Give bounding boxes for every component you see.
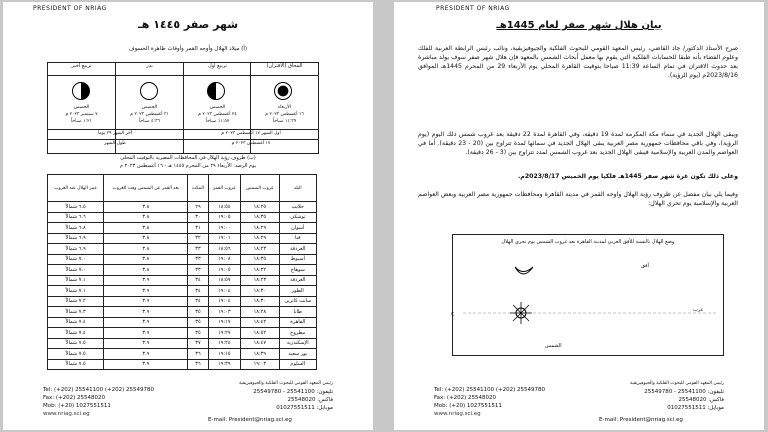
new-moon-icon xyxy=(274,82,292,100)
phase-header-new-moon: المحاق (الاقتران) xyxy=(251,63,318,76)
table-cell: ٣.٨ xyxy=(104,233,188,244)
footer-contact xyxy=(434,386,545,418)
phase-day: الأربعاء xyxy=(278,105,291,110)
col-header: غروب الشمس xyxy=(241,175,279,202)
footer-website[interactable]: www.nriag.sci.eg xyxy=(43,411,90,417)
table-cell: ٣.٩ xyxy=(104,338,188,349)
table-cell: ٣.٩ xyxy=(104,349,188,360)
table-cell: ٢٩ xyxy=(188,202,208,213)
footer-tel-ar: تليفون: 25541100 - 25549780 xyxy=(644,389,724,395)
footer-contact xyxy=(43,386,154,418)
table-cell: ٣٤ xyxy=(188,296,208,307)
col-header: عمر الهلال عند الغروب xyxy=(48,175,104,202)
phase-time: ١١:٥٧ صباحاً xyxy=(205,119,230,124)
table-cell: ٦.٨ شمالاً xyxy=(48,223,104,234)
letterhead-label: PRESIDENT OF NRIAG xyxy=(436,5,510,12)
table-cell: ٣٦ xyxy=(188,349,208,360)
table-cell: ٣٣ xyxy=(188,244,208,255)
table-cell: سانت كاترين xyxy=(279,296,316,307)
sun-label: الشمس xyxy=(545,343,562,349)
table-cell: ١٨:٣٢ xyxy=(241,265,279,276)
phase-header-first-quarter: تربيع أول xyxy=(184,63,251,76)
crescent-moon-icon xyxy=(515,267,533,274)
table-cell: ١٨:٢٩ xyxy=(241,223,279,234)
table-cell: ٣٥ xyxy=(188,317,208,328)
footer-mob-ar: موبايل: 01027551511 xyxy=(667,405,724,411)
footer-tel-ar: تليفون: 25541100 - 25549780 xyxy=(253,389,333,395)
table-cell: ١٨:٥٢ xyxy=(241,328,279,339)
table-cell: ١٩:٠٥ xyxy=(208,265,241,276)
table-row xyxy=(48,307,317,318)
table-cell: ٧.٣ شمالاً xyxy=(48,307,104,318)
phase-header-last-quarter: تربيع أخير xyxy=(48,63,115,76)
table-cell: ٣.٩ xyxy=(104,307,188,318)
table-cell: ٧.٢ شمالاً xyxy=(48,296,104,307)
horizon-label: أفق xyxy=(641,263,649,269)
paragraph-2: ويبقى الهلال الجديد في سماء مكة المكرمة لمدة 19 دقيقة، وفي القاهرة لمدة 22 دقيقة بعد غروب شمس ذلك اليوم (يوم الرؤية)، وفي باقي محافظات جمهورية مصر العربية يبقى الهلال الجديد في سمائها لمدة تتراوح بين (20 - 23 دقيقة). أما في العواصم والمدن العربية والإسلامية فيبقى الهلال الجديد بعد غروب الشمس لمدد تتراوح بين (3 - 26 دقيقة). xyxy=(418,131,738,156)
table-cell: ٣٢ xyxy=(188,233,208,244)
table-cell: ٣٦ xyxy=(188,359,208,370)
table-cell: ١٨:٢٥ xyxy=(241,202,279,213)
footer-fax: Fax: (+202) 25548020 xyxy=(43,395,106,401)
left-page xyxy=(3,2,373,430)
table-caption: (ب) ظروف رؤية الهلال في المحافظات المصرية بالتوقيت المحلي xyxy=(120,155,256,161)
table-cell: ١٨:٣٩ xyxy=(241,349,279,360)
table-row xyxy=(48,338,317,349)
table-row xyxy=(48,317,317,328)
table-row xyxy=(48,244,317,255)
table-cell: ١٨:٣٠ xyxy=(241,286,279,297)
table-cell: مطروح xyxy=(279,328,316,339)
table-cell: ٦.٩ شمالاً xyxy=(48,244,104,255)
footer-fax: Fax: (+202) 25548020 xyxy=(434,395,497,401)
table-cell: ٧.١ شمالاً xyxy=(48,286,104,297)
month-start: أول الشهر ١٧ أغسطس ٢٠٢٣ م xyxy=(221,131,281,136)
table-cell: قنا xyxy=(279,233,316,244)
table-cell: ٧.٥ شمالاً xyxy=(48,338,104,349)
page-title: بيان هلال شهر صفر لعام 1445هـ xyxy=(496,20,662,31)
table-cell: الغردقة xyxy=(279,275,316,286)
paragraph-1: صرح الأستاذ الدكتور/ جاد القاضي، رئيس المعهد القومي للبحوث الفلكية والجيوفيزيقية، ونائب رئيس الرابطة العربية للفلك وعلوم الفضاء بأنه طبقا للحسابات الفلكية التي يقوم بها معمل أبحاث الشمس بالمعهد فإن هلال شهر صفر سوف يولد مباشرة بعد حدوث الاقتران في تمام الساعة 11:39 صباحا بتوقيت القاهرة المحلي يوم الأربعاء 29 من المحرم 1445هـ الموافق 2023/8/16م (يوم الرؤية). xyxy=(418,45,738,79)
phase-header-full-moon: بدر xyxy=(116,63,183,76)
table-cell: ١٩:٢٧ xyxy=(208,328,241,339)
table-cell: ١٨:٢٩ xyxy=(241,233,279,244)
footer-tel: Tel: (+202) 25541100 (+202) 25549780 xyxy=(43,387,154,393)
table-cell: ١٨:٣٥ xyxy=(241,254,279,265)
table-cell: السلوم xyxy=(279,359,316,370)
table-cell: ٣.٩ xyxy=(104,317,188,328)
table-row xyxy=(48,233,317,244)
table-cell: ١٨:٤٢ xyxy=(241,317,279,328)
table-cell: ٣.٩ xyxy=(104,296,188,307)
table-cell: ٧.٥ شمالاً xyxy=(48,359,104,370)
table-cell: طابا xyxy=(279,307,316,318)
phase-day: الخميس xyxy=(209,105,226,110)
footer-org: رئيس المعهد القومي للبحوث الفلكية والجيوفيزيقية xyxy=(630,381,724,386)
footer-email[interactable]: E-mail: President@nriag.sci.eg xyxy=(599,417,683,423)
sun-icon xyxy=(510,302,532,324)
col-header: غروب القمر xyxy=(208,175,241,202)
table-cell: ١٨:٢٣ xyxy=(241,275,279,286)
table-row xyxy=(48,275,317,286)
table-cell: ٣٤ xyxy=(188,275,208,286)
direction-west-label: غرب xyxy=(693,307,704,313)
paragraph-4: وفيما يلي بيان مفصل عن ظروف رؤية الهلال واوجه القمر في مدينة القاهرة ومحافظات جمهورية مصر العربية وبعض العواصم العربية والإسلامية يوم تحري الهلال: xyxy=(418,191,738,207)
table-cell: بور سعيد xyxy=(279,349,316,360)
table-cell: ٣٥ xyxy=(188,328,208,339)
section-subtitle: (أ) ميلاد الهلال وأوجه القمر وأوقات ظاهرة الخسوف xyxy=(128,46,248,52)
table-cell: ٧.٠ شمالاً xyxy=(48,254,104,265)
col-header: البلد xyxy=(279,175,316,202)
table-cell: ٣.٩ xyxy=(104,275,188,286)
last-quarter-moon-icon xyxy=(72,82,90,100)
table-cell: ١٩:٠٤ xyxy=(208,296,241,307)
footer-fax-ar: فاكس: 25548020 xyxy=(287,397,333,403)
table-row xyxy=(48,328,317,339)
table-row xyxy=(48,349,317,360)
table-cell: ١٨:٥٧ xyxy=(208,275,241,286)
table-row xyxy=(48,265,317,276)
footer-mob: Mob: (+20) 1027551511 xyxy=(43,403,111,409)
table-cell: ٣.٨ xyxy=(104,254,188,265)
observation-table xyxy=(47,174,317,370)
table-row xyxy=(48,286,317,297)
footer-mob: Mob: (+20) 1027551511 xyxy=(434,403,502,409)
table-cell: ١٨:٥٦ xyxy=(208,244,241,255)
phase-date: ١٦ أغسطس ٢٠٢٣ م xyxy=(265,112,304,117)
diagram-caption: وضع الهلال بالنسبة للأفق الغربي لمدينة القاهرة بعد غروب الشمس يوم تحري الهلال xyxy=(501,239,675,245)
table-cell: ٣٣ xyxy=(188,265,208,276)
table-row xyxy=(48,202,317,213)
table-cell: ٧.٥ شمالاً xyxy=(48,349,104,360)
table-cell: ١٨:٣٥ xyxy=(241,212,279,223)
table-cell: ١٩:٠٣ xyxy=(241,359,279,370)
month-start-date: ١٧ أغسطس ٢٠٢٣ م xyxy=(231,141,271,146)
letterhead-label: PRESIDENT OF NRIAG xyxy=(33,5,107,12)
table-caption-date: يوم الرصد: الأربعاء ٢٩ من المحرم ١٤٤٥ هـ - ١٦ أغسطس ٢٠٢٣ م xyxy=(119,163,257,169)
table-cell: ٣.٨ xyxy=(104,202,188,213)
paragraph-3: وعلى ذلك تكون غرة شهر صفر 1445هـ فلكيا يوم الخميس 2023/8/17م. xyxy=(517,173,738,180)
table-cell: ٣.٩ xyxy=(104,286,188,297)
table-cell: ١٩:٠٣ xyxy=(208,307,241,318)
table-cell: ٣.٨ xyxy=(104,212,188,223)
table-cell: ٧.٤ شمالاً xyxy=(48,317,104,328)
footer-fax-ar: فاكس: 25548020 xyxy=(678,397,724,403)
table-cell: ١٩:٢٤ xyxy=(208,338,241,349)
footer-arabic xyxy=(203,380,333,412)
table-cell: ١٩:٠٥ xyxy=(208,212,241,223)
table-cell: ٦.٦ شمالاً xyxy=(48,212,104,223)
col-header: بعد القمر عن الشمس وقت الغروب xyxy=(104,175,188,202)
table-cell: الغردقة xyxy=(279,244,316,255)
table-cell: ٦.٥ شمالاً xyxy=(48,202,104,213)
table-cell: حلايب xyxy=(279,202,316,213)
first-quarter-moon-icon xyxy=(207,82,225,100)
right-page xyxy=(394,2,764,430)
direction-south-label: ج xyxy=(451,310,455,316)
table-cell: ٣٠ xyxy=(188,212,208,223)
table-cell: ٧.٠ شمالاً xyxy=(48,265,104,276)
footer-arabic xyxy=(594,380,724,412)
table-cell: القاهرة xyxy=(279,317,316,328)
phase-date: ٢٤ أغسطس ٢٠٢٣ م xyxy=(198,112,237,117)
table-cell: ١٩:١٥ xyxy=(208,349,241,360)
table-cell: ٣.٩ xyxy=(104,359,188,370)
phase-time: ١١:٣٩ صباحاً xyxy=(272,119,297,124)
phase-date: ٣١ أغسطس ٢٠٢٣ م xyxy=(130,112,169,117)
table-cell: ٣.٨ xyxy=(104,223,188,234)
table-cell: ٦.٩ شمالاً xyxy=(48,233,104,244)
moon-phases-grid xyxy=(47,62,319,154)
sky-svg xyxy=(453,235,723,355)
footer-mob-ar: موبايل: 01027551511 xyxy=(276,405,333,411)
table-cell: ٣.٨ xyxy=(104,244,188,255)
phase-day: الخميس xyxy=(141,105,158,110)
month-end: آخر الشهر ٢٩ يوماً xyxy=(97,131,133,136)
table-cell: ٣.٨ xyxy=(104,265,188,276)
table-cell: ٣٧ xyxy=(188,338,208,349)
table-cell: ٣٤ xyxy=(188,286,208,297)
table-cell: ١٨:٣٠ xyxy=(241,296,279,307)
full-moon-icon xyxy=(140,82,158,100)
table-cell: ٣٥ xyxy=(188,307,208,318)
page-title: شهر صفر ١٤٤٥ هـ xyxy=(137,18,239,31)
table-cell: سوهاج xyxy=(279,265,316,276)
table-cell: ١٩:٣٩ xyxy=(208,359,241,370)
table-row xyxy=(48,296,317,307)
footer-website[interactable]: www.nriag.sci.eg xyxy=(434,411,481,417)
table-cell: ٣.٩ xyxy=(104,328,188,339)
phase-time: ٤:٣٦ صباحاً xyxy=(139,119,160,124)
table-cell: توشكي xyxy=(279,212,316,223)
month-length: طول الشهر xyxy=(104,141,126,146)
phase-date: ٧ سبتمبر ٢٠٢٣ م xyxy=(65,112,98,117)
phase-time: ١:٢١ صباحاً xyxy=(71,119,92,124)
table-cell: ١٨:٢٣ xyxy=(241,244,279,255)
table-row xyxy=(48,223,317,234)
table-cell: ٣٣ xyxy=(188,254,208,265)
table-row xyxy=(48,254,317,265)
footer-tel: Tel: (+202) 25541100 (+202) 25549780 xyxy=(434,387,545,393)
table-cell: ٧.٤ شمالاً xyxy=(48,328,104,339)
footer-email[interactable]: E-mail: President@nriag.sci.eg xyxy=(208,417,292,423)
table-cell: ١٨:٥٤ xyxy=(208,202,241,213)
table-cell: أسيوط xyxy=(279,254,316,265)
col-header: المكث xyxy=(188,175,208,202)
table-cell: ٧.١ شمالاً xyxy=(48,275,104,286)
table-cell: ١٨:٢٨ xyxy=(241,307,279,318)
table-cell: ١٩:٠٨ xyxy=(208,254,241,265)
phase-day: الخميس xyxy=(73,105,90,110)
table-cell: أسوان xyxy=(279,223,316,234)
table-cell: الطور xyxy=(279,286,316,297)
table-cell: ١٩:٠٤ xyxy=(208,286,241,297)
table-row xyxy=(48,359,317,370)
table-cell: ١٨:٤٧ xyxy=(241,338,279,349)
table-row xyxy=(48,212,317,223)
table-cell: ٣١ xyxy=(188,223,208,234)
table-cell: ١٩:٠١ xyxy=(208,233,241,244)
table-header-row xyxy=(48,175,317,202)
table-cell: ١٩:١٧ xyxy=(208,317,241,328)
footer-org: رئيس المعهد القومي للبحوث الفلكية والجيوفيزيقية xyxy=(239,381,333,386)
table-cell: الإسكندرية xyxy=(279,338,316,349)
crescent-sky-diagram xyxy=(452,234,724,356)
table-cell: ١٩:٠٠ xyxy=(208,223,241,234)
